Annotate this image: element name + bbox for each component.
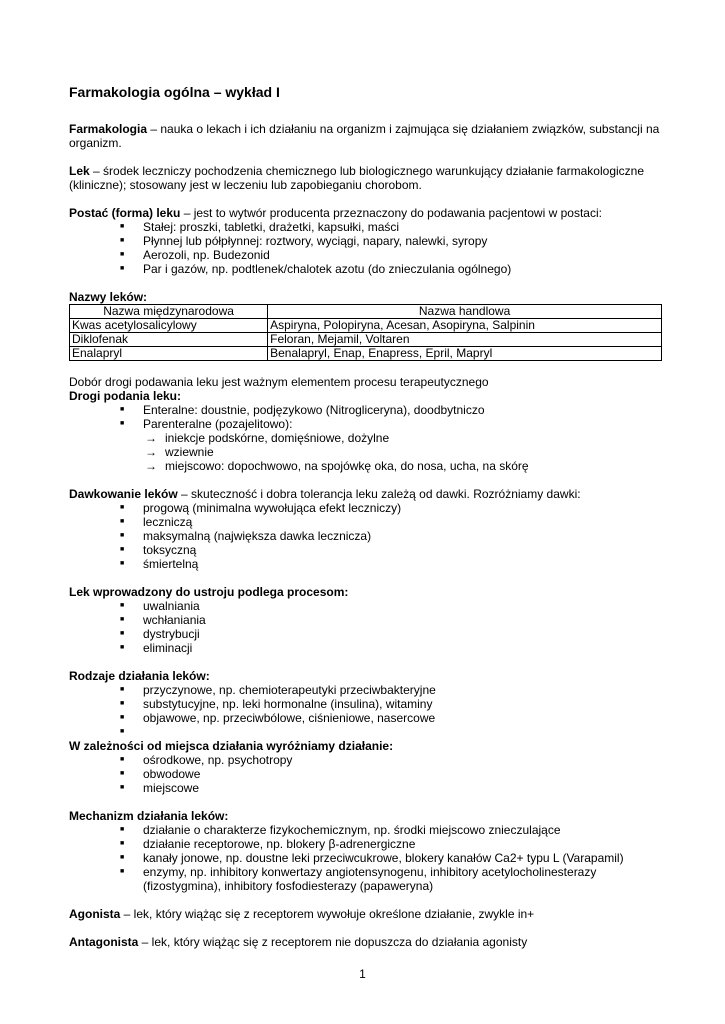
table-cell: Kwas acetylosalicylowy [70, 319, 268, 333]
section-heading [69, 389, 664, 403]
definition-text: – lek, który wiążąc się z receptorem nie dopuszcza do działania agonisty [138, 935, 528, 949]
list-item: ■ Enteralne: doustnie, podjęzykowo (Nitrogliceryna), doodbytniczo [143, 403, 664, 417]
dawki-list [69, 501, 664, 571]
heading-text: Mechanizm działania leków: [69, 809, 229, 823]
drug-names-table [69, 304, 662, 361]
definition-farmakologia [69, 122, 664, 150]
term: Antagonista [69, 935, 139, 949]
table-header: Nazwa handlowa [268, 305, 662, 319]
section-heading [69, 669, 664, 683]
definition-dawkowanie [69, 487, 664, 501]
list-item: ■ maksymalną (największa dawka lecznicza) [143, 529, 664, 543]
section-heading [69, 809, 664, 823]
list-item: ■ Płynnej lub półpłynnej: roztwory, wyciągi, napary, nalewki, syropy [143, 234, 664, 248]
heading-text: Drogi podania leku: [69, 389, 182, 403]
document-page [69, 84, 664, 949]
table-header: Nazwa międzynarodowa [70, 305, 268, 319]
list-item: ■ objawowe, np. przeciwbólowe, ciśnieniowe, nasercowe [143, 711, 664, 725]
table-row [70, 347, 662, 361]
list-item: ■ eliminacji [143, 641, 664, 655]
table-cell: Aspiryna, Polopiryna, Acesan, Asopiryna, Salpinin [268, 319, 662, 333]
list-item: ■ miejscowe [143, 781, 664, 795]
definition-text: – lek, który wiążąc się z receptorem wywołuje określone działanie, zwykle in+ [120, 907, 535, 921]
term: Dawkowanie leków [69, 487, 178, 501]
list-item: ■ śmiertelną [143, 557, 664, 571]
definition-text: – środek leczniczy pochodzenia chemicznego lub biologicznego warunkujący działanie farmakologiczne (kliniczne); stosowany jest w leczeniu lub zapobieganiu chorobom. [69, 164, 645, 192]
list-item: ■ przyczynowe, np. chemioterapeutyki przeciwbakteryjne [143, 683, 664, 697]
list-item: ■ Parenteralne (pozajelitowo): [143, 417, 664, 431]
list-item: ■ kanały jonowe, np. doustne leki przeciwcukrowe, blokery kanałów Ca2+ typu L (Varapamil) [143, 851, 664, 865]
table-cell: Diklofenak [70, 333, 268, 347]
list-item: → wziewnie [165, 445, 664, 459]
rodzaje-list [69, 683, 664, 739]
definition-text: – jest to wytwór producenta przeznaczony do podawania pacjentowi w postaci: [180, 206, 602, 220]
term: Postać (forma) leku [69, 206, 181, 220]
list-item: ■ wchłaniania [143, 613, 664, 627]
heading-text: Nazwy leków: [69, 290, 148, 304]
list-item [143, 725, 664, 739]
list-item: ■ dystrybucji [143, 627, 664, 641]
table-row [70, 333, 662, 347]
section-heading [69, 290, 664, 304]
definition-text: – nauka o lekach i ich działaniu na organizm i zajmująca się działaniem związków, substancji na organizm. [69, 122, 660, 150]
list-item: ■ Par i gazów, np. podtlenek/chalotek azotu (do znieczulania ogólnego) [143, 262, 664, 276]
definition-text: – skuteczność i dobra tolerancja leku zależą od dawki. Rozróżniamy dawki: [177, 487, 581, 501]
table-cell: Enalapryl [70, 347, 268, 361]
list-item: ■ uwalniania [143, 599, 664, 613]
list-item: ■ obwodowe [143, 767, 664, 781]
section-heading [69, 585, 664, 599]
list-item: → miejscowo: dopochwowo, na spojówkę oka, do nosa, ucha, na skórę [165, 459, 664, 473]
definition-lek [69, 164, 664, 192]
table-row [70, 319, 662, 333]
list-item: ■ progową (minimalna wywołująca efekt leczniczy) [143, 501, 664, 515]
list-item: ■ Aerozoli, np. Budezonid [143, 248, 664, 262]
table-cell: Feloran, Mejamil, Voltaren [268, 333, 662, 347]
table-header-row [70, 305, 662, 319]
miejsce-list [69, 753, 664, 795]
definition-antagonista [69, 935, 664, 949]
mechanizm-list [69, 823, 664, 893]
page-title: Farmakologia ogólna – wykład I [69, 84, 280, 100]
section-heading [69, 739, 664, 753]
definition-agonista [69, 907, 664, 921]
list-item: ■ enzymy, np. inhibitory konwertazy angiotensynogenu, inhibitory acetylocholinesterazy (fizostygmina), inhibitory fosfodiesterazy (papaweryna) [143, 865, 664, 893]
list-item: ■ ośrodkowe, np. psychotropy [143, 753, 664, 767]
list-item: ■ substytucyjne, np. leki hormonalne (insulina), witaminy [143, 697, 664, 711]
list-item: → iniekcje podskórne, domięśniowe, dożylne [165, 431, 664, 445]
list-item: ■ działanie o charakterze fizykochemicznym, np. środki miejscowo znieczulające [143, 823, 664, 837]
paragraph: Dobór drogi podawania leku jest ważnym elementem procesu terapeutycznego [69, 375, 489, 389]
term: Lek [69, 164, 90, 178]
heading-text: Lek wprowadzony do ustroju podlega procesom: [69, 585, 349, 599]
list-item: ■ Stałej: proszki, tabletki, drażetki, kapsułki, maści [143, 220, 664, 234]
list-item: ■ leczniczą [143, 515, 664, 529]
list-item: ■ toksyczną [143, 543, 664, 557]
postac-list [69, 220, 664, 276]
table-cell: Benalapryl, Enap, Enapress, Epril, Mapryl [268, 347, 662, 361]
drogi-sublist [69, 431, 664, 473]
term: Agonista [69, 907, 121, 921]
heading-text: Rodzaje działania leków: [69, 669, 210, 683]
term: Farmakologia [69, 122, 148, 136]
drogi-list [69, 403, 664, 431]
procesy-list [69, 599, 664, 655]
definition-postac [69, 206, 664, 220]
heading-text: W zależności od miejsca działania wyróżniamy działanie: [69, 739, 394, 753]
page-number: 1 [359, 967, 366, 981]
list-item: ■ działanie receptorowe, np. blokery β-adrenergiczne [143, 837, 664, 851]
